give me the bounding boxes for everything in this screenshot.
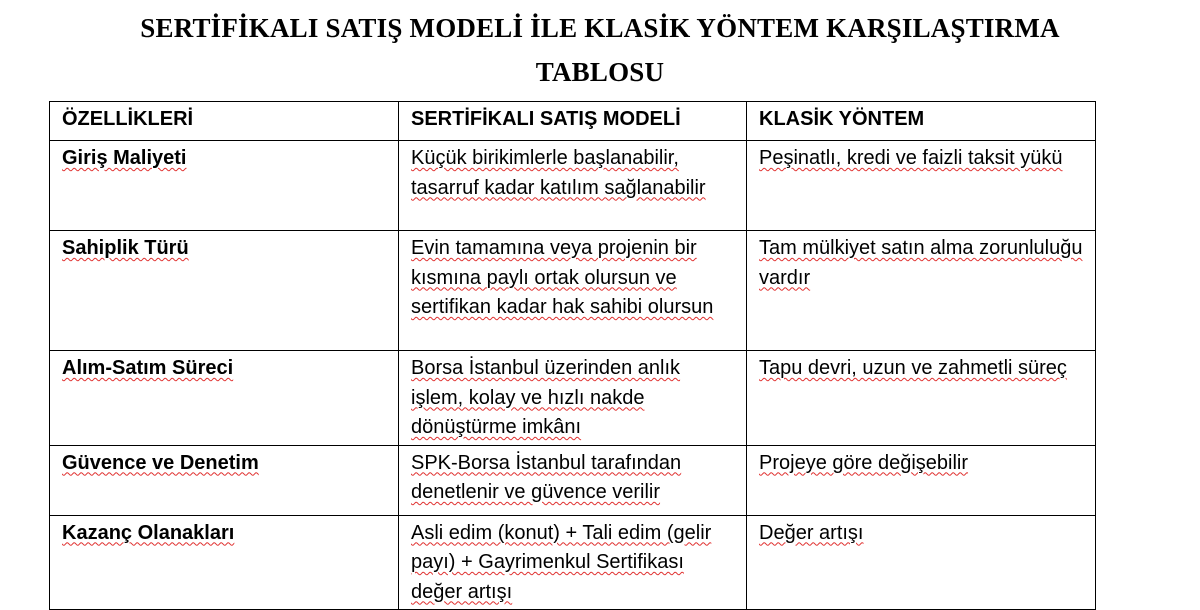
header-cell-features: ÖZELLİKLERİ <box>50 102 399 141</box>
feature-cell <box>50 141 399 231</box>
table-row <box>50 141 1096 231</box>
feature-label: Kazanç Olanakları <box>62 521 235 544</box>
table-row <box>50 351 1096 446</box>
certified-cell <box>399 231 747 351</box>
classic-cell <box>747 515 1096 610</box>
header-cell-certified-model: SERTİFİKALI SATIŞ MODELİ <box>399 102 747 141</box>
certified-cell <box>399 445 747 515</box>
classic-text: Tapu devri, uzun ve zahmetli süreç <box>759 357 1067 379</box>
classic-cell <box>747 445 1096 515</box>
certified-text: Küçük birikimlerle başlanabilir, tasarruf kadar katılım sağlanabilir <box>411 147 706 199</box>
feature-label: Alım-Satım Süreci <box>62 357 234 379</box>
header-cell-classic-method: KLASİK YÖNTEM <box>747 102 1096 141</box>
certified-cell <box>399 351 747 446</box>
table-header-row <box>50 102 1096 141</box>
classic-text: Değer artışı <box>759 521 864 544</box>
classic-cell <box>747 141 1096 231</box>
document-title <box>0 6 1200 94</box>
feature-cell <box>50 351 399 446</box>
feature-label: Giriş Maliyeti <box>62 147 187 169</box>
comparison-table <box>49 101 1096 610</box>
feature-cell <box>50 515 399 610</box>
certified-cell <box>399 141 747 231</box>
classic-text: Peşinatlı, kredi ve faizli taksit yükü <box>759 147 1063 169</box>
feature-cell <box>50 445 399 515</box>
certified-text: Evin tamamına veya projenin bir kısmına paylı ortak olursun ve sertifikan kadar hak sahibi olursun <box>411 237 714 318</box>
document-title-line2: TABLOSU <box>535 57 665 87</box>
classic-text: Tam mülkiyet satın alma zorunluluğu vardır <box>759 237 1083 289</box>
table-row <box>50 445 1096 515</box>
certified-cell <box>399 515 747 610</box>
certified-text: Asli edim (konut) + Tali edim (gelir payı) + Gayrimenkul Sertifikası değer artışı <box>411 521 712 603</box>
classic-text: Projeye göre değişebilir <box>759 451 969 474</box>
certified-text: Borsa İstanbul üzerinden anlık işlem, kolay ve hızlı nakde dönüştürme imkânı <box>411 357 681 438</box>
table-row <box>50 515 1096 610</box>
classic-cell <box>747 231 1096 351</box>
feature-cell <box>50 231 399 351</box>
certified-text: SPK-Borsa İstanbul tarafından denetlenir ve güvence verilir <box>411 451 682 503</box>
document-title-line1: SERTİFİKALI SATIŞ MODELİ İLE KLASİK YÖNTEM KARŞILAŞTIRMA <box>140 13 1060 43</box>
table-row <box>50 231 1096 351</box>
classic-cell <box>747 351 1096 446</box>
feature-label: Sahiplik Türü <box>62 237 189 259</box>
feature-label: Güvence ve Denetim <box>62 451 259 474</box>
